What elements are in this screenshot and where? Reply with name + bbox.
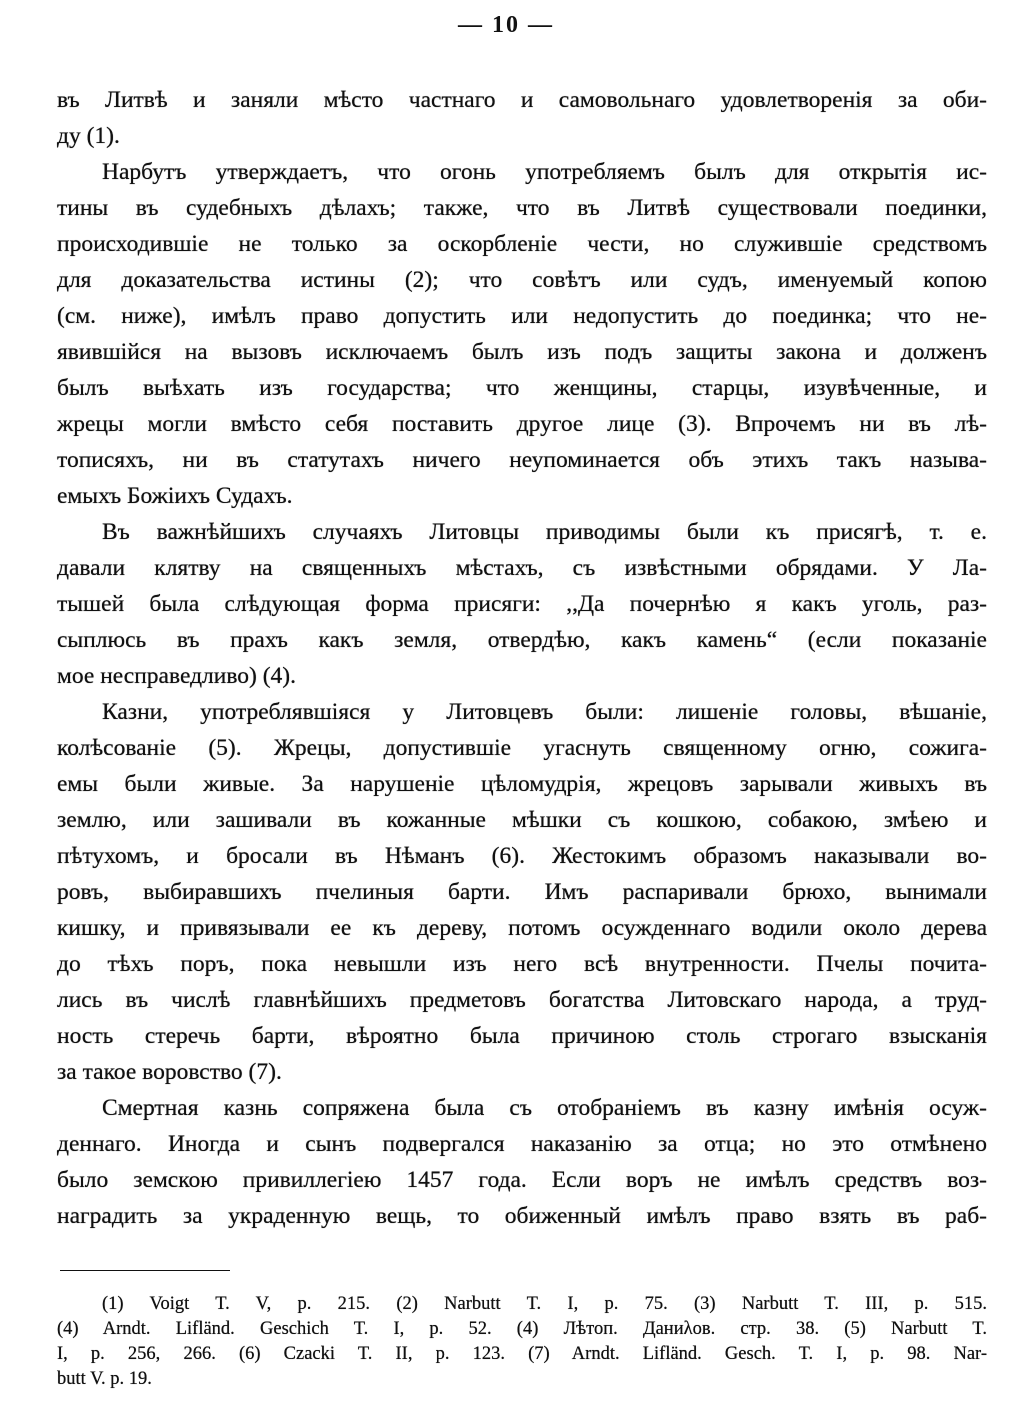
text-line: мое несправедливо) (4). xyxy=(57,663,296,689)
text-line: ду (1). xyxy=(57,123,120,149)
text-line: ность стеречь барти, вѣроятно была причиною столь строгаго взысканія xyxy=(57,1023,987,1049)
footnote-line: (4) Arndt. Lifländ. Geschich T. I, p. 52. (4) Лѣтоп. Даниλов. стр. 38. (5) Narbutt T. xyxy=(57,1319,987,1339)
text-line: землю, или зашивали въ кожанные мѣшки съ кошкою, собакою, змѣею и xyxy=(57,807,987,833)
text-line: жрецы могли вмѣсто себя поставить другое лице (3). Впрочемъ ни въ лѣ- xyxy=(57,411,987,437)
footnote-line: butt V. p. 19. xyxy=(57,1369,152,1389)
text-line: Казни, употреблявшіяся у Литовцевъ были: лишеніе головы, вѣшаніе, xyxy=(102,699,987,725)
text-line: тышей была слѣдующая форма присяги: ,,Да почернѣю я какъ уголь, раз- xyxy=(57,591,987,617)
text-line: кишку, и привязывали ее къ дереву, потомъ осужденнаго водили около дерева xyxy=(57,915,987,941)
text-line: было земскою привиллегіею 1457 года. Если воръ не имѣлъ средствъ воз- xyxy=(57,1167,987,1193)
text-line: емыхъ Божіихъ Судахъ. xyxy=(57,483,293,509)
text-line: деннаго. Иногда и сынъ подвергался наказанію за отца; но это отмѣнено xyxy=(57,1131,987,1157)
text-line: (см. ниже), имѣлъ право допустить или недопустить до поединка; что не- xyxy=(57,303,987,329)
text-line: колѣсованіе (5). Жрецы, допустившіе угаснуть священному огню, сожига- xyxy=(57,735,987,761)
body-text xyxy=(57,82,987,1234)
text-line: Смертная казнь сопряжена была съ отобраніемъ въ казну имѣнія осуж- xyxy=(102,1095,987,1121)
text-line: былъ выѣхать изъ государства; что женщины, старцы, изувѣченные, и xyxy=(57,375,987,401)
footnote-line: (1) Voigt T. V, p. 215. (2) Narbutt T. I, p. 75. (3) Narbutt T. III, p. 515. xyxy=(102,1294,987,1314)
text-line: ровъ, выбиравшихъ пчелиныя барти. Имъ распаривали брюхо, вынимали xyxy=(57,879,987,905)
page-number-header: — 10 — xyxy=(458,12,554,38)
text-line: происходившіе не только за оскорбленіе чести, но служившіе средствомъ xyxy=(57,231,987,257)
text-line: тины въ судебныхъ дѣлахъ; также, что въ Литвѣ существовали поединки, xyxy=(57,195,987,221)
text-line: наградить за украденную вещь, то обиженный имѣлъ право взять въ раб- xyxy=(57,1203,987,1229)
text-line: Въ важнѣйшихъ случаяхъ Литовцы приводимы были къ присягѣ, т. е. xyxy=(102,519,987,545)
text-line: Нарбутъ утверждаетъ, что огонь употребляемъ былъ для открытія ис- xyxy=(102,159,987,185)
text-line: для доказательства истины (2); что совѣтъ или судъ, именуемый копою xyxy=(57,267,987,293)
text-line: до тѣхъ поръ, пока невышли изъ него всѣ внутренности. Пчелы почита- xyxy=(57,951,987,977)
text-line: тописяхъ, ни въ статутахъ ничего неупоминается объ этихъ такъ называ- xyxy=(57,447,987,473)
text-line: въ Литвѣ и заняли мѣсто частнаго и самовольнаго удовлетворенія за оби- xyxy=(57,87,987,113)
text-line: явившійся на вызовъ исключаемъ былъ изъ подъ защиты закона и долженъ xyxy=(57,339,987,365)
footnotes xyxy=(57,1292,987,1392)
text-line: емы были живые. За нарушеніе цѣломудрія, жрецовъ зарывали живыхъ въ xyxy=(57,771,987,797)
footnote-line: I, p. 256, 266. (6) Czacki T. II, p. 123. (7) Arndt. Lifländ. Gesch. T. I, p. 98. Nar- xyxy=(57,1344,987,1364)
text-line: за такое воровство (7). xyxy=(57,1059,282,1085)
text-line: пѣтухомъ, и бросали въ Нѣманъ (6). Жестокимъ образомъ наказывали во- xyxy=(57,843,987,869)
text-line: лись въ числѣ главнѣйшихъ предметовъ богатства Литовскаго народа, а труд- xyxy=(57,987,987,1013)
text-line: давали клятву на священныхъ мѣстахъ, съ извѣстными обрядами. У Ла- xyxy=(57,555,987,581)
text-line: сыплюсь въ прахъ какъ земля, отвердѣю, какъ камень“ (если показаніе xyxy=(57,627,987,653)
footnote-divider xyxy=(60,1270,230,1271)
